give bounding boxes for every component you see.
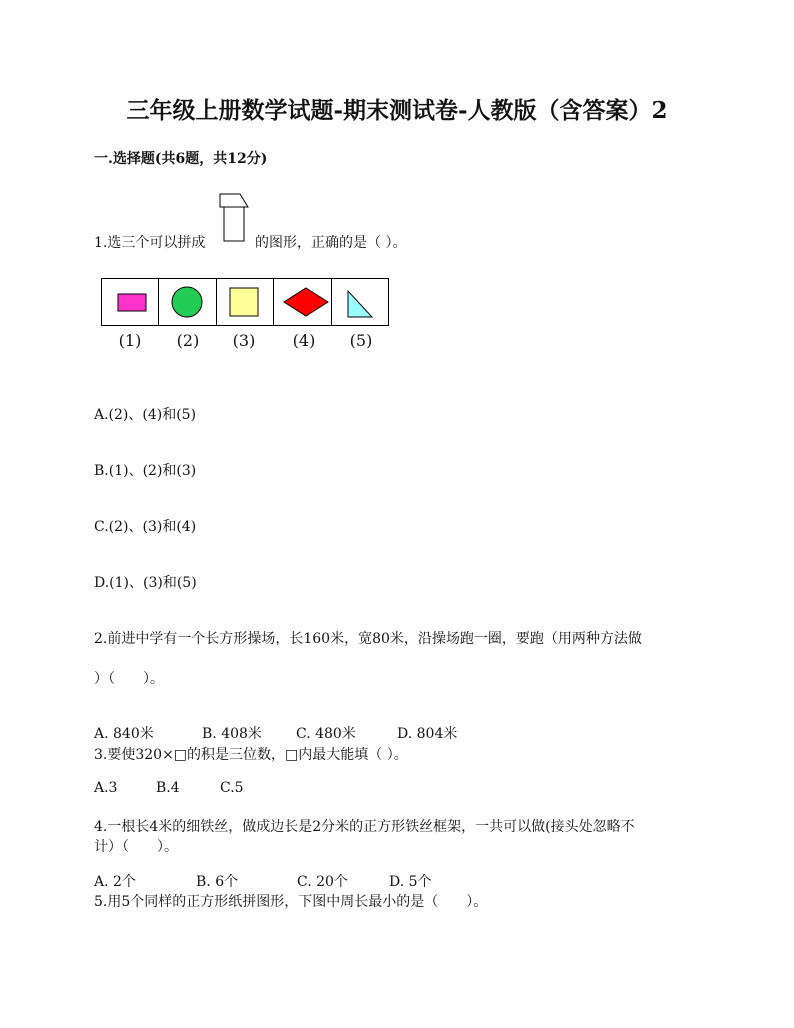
q3-option-c[interactable]: C.5 [220,780,244,796]
figure-label-5: (5) [349,331,373,350]
q2-option-d[interactable]: D. 804米 [397,726,458,742]
q1-option-d[interactable]: D.(1)、(3)和(5) [94,575,197,591]
q2-text-line2: ）（ ）。 [94,671,164,687]
triangle-icon [332,279,390,325]
q2-text-line1: 2.前进中学有一个长方形操场，长160米，宽80米，沿操场跑一圈，要跑（用两种方法做 [94,631,642,647]
rhombus-icon [274,279,332,325]
shape-cell-5 [332,279,388,325]
q1-text-after: 的图形，正确的是（ ）。 [255,235,407,251]
shape-cell-4 [274,279,331,325]
q1-option-a[interactable]: A.(2)、(4)和(5) [94,407,197,423]
q3-text: 3.要使320×□的积是三位数，□内最大能填（ ）。 [94,747,408,763]
circle-icon [159,279,217,325]
q4-option-c[interactable]: C. 20个 [297,874,348,890]
section-heading: 一.选择题(共6题，共12分) [94,151,268,167]
shape-cell-3 [217,279,274,325]
shape-cell-2 [159,279,216,325]
house-shape-icon [218,193,250,243]
figure-label-4: (4) [292,331,316,350]
q2-option-c[interactable]: C. 480米 [296,726,356,742]
q4-text-line2: 计）（ ）。 [94,839,178,855]
square-icon [217,279,275,325]
rectangle-icon [102,279,160,325]
page-title: 三年级上册数学试题-期末测试卷-人教版（含答案）2 [126,97,668,124]
q3-option-a[interactable]: A.3 [94,780,118,796]
q1-text-before: 1.选三个可以拼成 [94,235,206,251]
q1-option-c[interactable]: C.(2)、(3)和(4) [94,519,197,535]
figure-label-1: (1) [118,331,142,350]
q4-text-line1: 4.一根长4米的细铁丝，做成边长是2分米的正方形铁丝框架，一共可以做(接头处忽略不 [94,819,635,835]
q4-option-b[interactable]: B. 6个 [196,874,239,890]
figure-label-2: (2) [176,331,200,350]
figure-label-3: (3) [232,331,256,350]
q4-option-d[interactable]: D. 5个 [389,874,432,890]
q2-option-b[interactable]: B. 408米 [202,726,262,742]
shape-cell-1 [102,279,159,325]
q3-option-b[interactable]: B.4 [156,780,180,796]
q5-text: 5.用5个同样的正方形纸拼图形，下图中周长最小的是（ ）。 [94,894,488,910]
q2-option-a[interactable]: A. 840米 [94,726,154,742]
shape-table [101,278,389,326]
q4-option-a[interactable]: A. 2个 [94,874,136,890]
q1-option-b[interactable]: B.(1)、(2)和(3) [94,463,197,479]
